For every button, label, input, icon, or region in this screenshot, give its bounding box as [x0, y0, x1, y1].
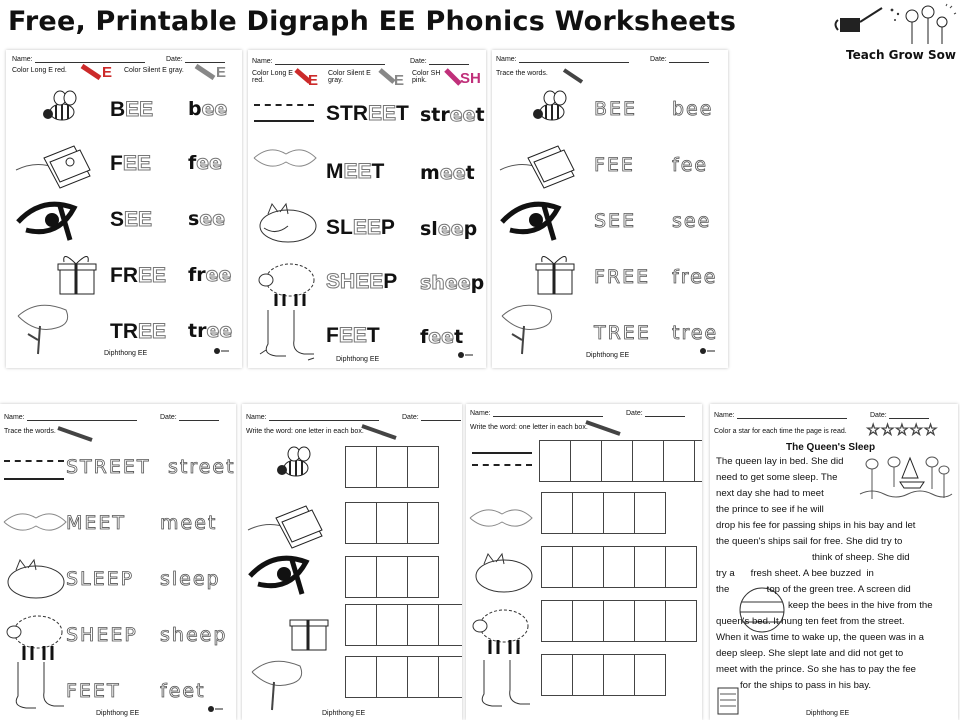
- vowels-ee: EE: [355, 270, 384, 293]
- story-line: keep the bees in the hive from the: [788, 600, 933, 611]
- name-label: Name:: [714, 412, 735, 419]
- letter-box[interactable]: [601, 440, 633, 482]
- letter-box[interactable]: [407, 656, 439, 698]
- story-line: When it was time to wake up, the queen was in a: [716, 632, 924, 643]
- letter-box[interactable]: [407, 446, 439, 488]
- date-line: [645, 416, 685, 417]
- trace-word-uppercase: MEET: [66, 512, 127, 534]
- eye-icon: [498, 200, 562, 244]
- name-label: Name:: [12, 56, 33, 63]
- worksheet-trace-1: [492, 50, 728, 368]
- instruction-red: Color Long E red.: [12, 67, 67, 74]
- letter-box[interactable]: [407, 556, 439, 598]
- final-consonant: p: [470, 272, 485, 294]
- word-lowercase: [420, 218, 477, 240]
- letter-box[interactable]: [438, 656, 462, 698]
- date-line: [421, 420, 461, 421]
- letter-boxes-row[interactable]: [346, 604, 462, 646]
- consonants: M: [326, 160, 344, 183]
- name-line: [519, 62, 629, 63]
- pencil-icon: [562, 66, 586, 86]
- sleeping-cat-icon: [2, 556, 68, 602]
- letter-box[interactable]: [663, 440, 695, 482]
- word-lowercase: [420, 326, 463, 348]
- eye-icon: [14, 200, 78, 244]
- letter-box[interactable]: [634, 600, 666, 642]
- letter-boxes-row[interactable]: [346, 502, 439, 544]
- story-title: The Queen's Sleep: [786, 442, 876, 453]
- letter-boxes-row[interactable]: [346, 656, 462, 698]
- word-uppercase: [326, 324, 380, 348]
- gray-crayon-icon: [194, 62, 218, 82]
- name-line: [27, 420, 137, 421]
- word-uppercase: [326, 270, 397, 294]
- letter-box[interactable]: [345, 604, 377, 646]
- pencil-icon: [360, 422, 400, 442]
- letter-boxes-row[interactable]: [346, 446, 439, 488]
- word-uppercase: [326, 216, 395, 240]
- gift-icon: [534, 252, 578, 296]
- name-label: Name:: [4, 414, 25, 421]
- name-line: [493, 416, 603, 417]
- crayon-pink-letters: SH: [460, 70, 481, 87]
- money-fee-icon: [246, 500, 326, 550]
- vowels-ee: ee: [449, 104, 476, 126]
- story-line: meet with the prince. So she has to pay the fee: [716, 664, 916, 675]
- vowels-ee: EE: [124, 208, 153, 231]
- vowels-ee: EE: [125, 98, 154, 121]
- mini-logo-icon: [456, 350, 476, 362]
- name-label: Name:: [496, 56, 517, 63]
- word-uppercase: [326, 102, 409, 126]
- letter-box[interactable]: [694, 440, 702, 482]
- trace-word-uppercase: TREE: [594, 322, 651, 344]
- letter-boxes-row[interactable]: [540, 440, 702, 482]
- final-consonant: T: [396, 102, 409, 125]
- street-dash-icon: [4, 460, 64, 462]
- instruction-trace: Trace the words.: [4, 428, 56, 435]
- brand-logo: [832, 0, 960, 68]
- trace-word-lowercase: street: [168, 456, 236, 478]
- red-crayon-icon: [80, 62, 104, 82]
- word-lowercase: [420, 104, 485, 126]
- sheep-icon: [256, 258, 322, 308]
- letter-box[interactable]: [541, 654, 573, 696]
- trace-word-uppercase: BEE: [594, 98, 638, 120]
- letter-box[interactable]: [539, 440, 571, 482]
- story-line: for the ships to pass in his bay.: [740, 680, 872, 691]
- letter-boxes-row[interactable]: [542, 600, 697, 642]
- sh-digraph: sh: [420, 272, 445, 294]
- reading-stars[interactable]: ☆☆☆☆☆: [866, 422, 938, 439]
- instruction-stars: Color a star for each time the page is read.: [714, 428, 847, 435]
- sleeping-cat-icon: [254, 200, 320, 246]
- consonants: tr: [188, 320, 207, 342]
- watering-can-icon: [832, 0, 960, 50]
- mini-logo-icon: [206, 704, 226, 716]
- consonants: f: [188, 152, 197, 174]
- consonants: f: [420, 326, 429, 348]
- letter-box[interactable]: [407, 604, 439, 646]
- bee-icon: [38, 88, 82, 128]
- footer-label: Diphthong EE: [322, 710, 366, 717]
- footer-label: Diphthong EE: [104, 350, 148, 357]
- handshake-icon: [468, 500, 534, 534]
- street-dash-icon: [254, 104, 314, 106]
- final-consonant: P: [383, 270, 398, 293]
- name-line: [737, 418, 847, 419]
- letter-box[interactable]: [572, 654, 604, 696]
- gift-icon: [56, 252, 100, 296]
- letter-box[interactable]: [376, 556, 408, 598]
- final-consonant: p: [463, 218, 478, 240]
- vowels-ee: ee: [428, 326, 455, 348]
- story-line: the prince to see if he will: [716, 504, 824, 515]
- word-lowercase: [188, 208, 225, 230]
- street-dash-icon: [472, 464, 532, 466]
- story-line: need to get some sleep. The: [716, 472, 838, 483]
- final-consonant: T: [371, 160, 385, 183]
- final-consonant: t: [475, 104, 485, 126]
- gift-icon: [288, 608, 332, 652]
- word-lowercase: [420, 162, 475, 184]
- date-label: Date:: [166, 56, 183, 63]
- trace-word-uppercase: STREET: [66, 456, 151, 478]
- letter-box[interactable]: [407, 502, 439, 544]
- date-label: Date:: [410, 58, 427, 65]
- tree-icon: [496, 300, 556, 356]
- letter-box[interactable]: [541, 492, 573, 534]
- letter-box[interactable]: [570, 440, 602, 482]
- vowels-ee: EE: [122, 152, 151, 175]
- worksheet-color-ee-1: [6, 50, 242, 368]
- handshake-icon: [252, 140, 318, 174]
- vowels-ee: ee: [444, 272, 471, 294]
- letter-box[interactable]: [603, 600, 635, 642]
- letter-box[interactable]: [665, 600, 697, 642]
- footer-label: Diphthong EE: [806, 710, 850, 717]
- feet-icon: [4, 660, 70, 714]
- name-label: Name:: [470, 410, 491, 417]
- vowels-ee: ee: [437, 218, 464, 240]
- trace-word-uppercase: FEE: [594, 154, 635, 176]
- word-lowercase: [188, 152, 222, 174]
- consonants: str: [420, 104, 450, 126]
- sheep-icon: [4, 610, 70, 664]
- letter-box[interactable]: [345, 446, 377, 488]
- crayon-gray-letter: E: [216, 64, 227, 81]
- trace-word-lowercase: fee: [672, 154, 709, 176]
- trace-word-lowercase: free: [672, 266, 718, 288]
- trace-word-uppercase: SLEEP: [66, 568, 135, 590]
- footer-label: Diphthong EE: [336, 356, 380, 363]
- word-lowercase: [188, 320, 232, 342]
- letter-box[interactable]: [572, 492, 604, 534]
- vowels-ee: ee: [201, 98, 228, 120]
- instruction-trace: Trace the words.: [496, 70, 548, 77]
- date-line: [669, 62, 709, 63]
- letter-box[interactable]: [665, 546, 697, 588]
- feet-icon: [254, 308, 320, 364]
- word-lowercase: [188, 98, 227, 120]
- letter-box[interactable]: [376, 604, 408, 646]
- worksheet-letter-boxes-2: [466, 404, 702, 720]
- date-label: Date:: [870, 412, 887, 419]
- word-uppercase: [110, 152, 151, 176]
- word-uppercase: [110, 98, 153, 122]
- letter-box[interactable]: [541, 546, 573, 588]
- vowels-ee: ee: [205, 264, 232, 286]
- worksheet-trace-2: [0, 404, 236, 720]
- final-consonant: T: [366, 324, 380, 347]
- name-line: [275, 64, 385, 65]
- story-body: [716, 454, 952, 694]
- trace-word-lowercase: tree: [672, 322, 719, 344]
- date-line: [429, 64, 469, 65]
- trace-word-lowercase: sheep: [160, 624, 228, 646]
- story-line: drop his fee for passing ships in his bay and let: [716, 520, 916, 531]
- street-line: [4, 478, 64, 480]
- vowels-ee: ee: [199, 208, 226, 230]
- trace-word-lowercase: feet: [160, 680, 206, 702]
- letter-box[interactable]: [632, 440, 664, 482]
- vowels-ee: ee: [439, 162, 466, 184]
- money-fee-icon: [498, 140, 578, 190]
- word-uppercase: [326, 160, 384, 184]
- date-label: Date:: [626, 410, 643, 417]
- word-lowercase: [420, 272, 484, 294]
- consonants: S: [110, 208, 125, 231]
- trace-word-lowercase: see: [672, 210, 712, 232]
- consonants: SL: [326, 216, 353, 239]
- bee-icon: [272, 444, 316, 484]
- instruction-boxes: Write the word: one letter in each box.: [246, 428, 364, 435]
- bee-icon: [528, 88, 572, 128]
- eye-icon: [246, 554, 310, 598]
- instruction-pink: Color SH pink.: [412, 70, 441, 84]
- story-line: try a fresh sheet. A bee buzzed in: [716, 568, 874, 579]
- name-line: [269, 420, 379, 421]
- street-line: [472, 452, 532, 454]
- letter-box[interactable]: [634, 546, 666, 588]
- consonants: STR: [326, 102, 368, 125]
- letter-boxes-row[interactable]: [542, 546, 697, 588]
- story-line: the top of the green tree. A screen did: [716, 584, 911, 595]
- date-label: Date:: [402, 414, 419, 421]
- date-line: [889, 418, 929, 419]
- worksheet-story: [710, 404, 958, 720]
- trace-word-uppercase: FREE: [594, 266, 651, 288]
- letter-box[interactable]: [376, 502, 408, 544]
- word-lowercase: [188, 264, 231, 286]
- final-consonant: P: [380, 216, 395, 239]
- pencil-icon: [56, 424, 96, 444]
- letter-boxes-row[interactable]: [542, 654, 666, 696]
- consonants: TR: [110, 320, 138, 343]
- sheep-icon: [470, 604, 536, 658]
- sleeping-cat-icon: [470, 550, 536, 596]
- letter-box[interactable]: [345, 502, 377, 544]
- instruction-red: Color Long E red.: [252, 70, 293, 84]
- consonants: sl: [420, 218, 438, 240]
- word-uppercase: [110, 264, 166, 288]
- feet-icon: [470, 658, 536, 712]
- letter-box[interactable]: [438, 604, 462, 646]
- letter-box[interactable]: [634, 492, 666, 534]
- consonants: m: [420, 162, 440, 184]
- trace-word-uppercase: SEE: [594, 210, 637, 232]
- mini-logo-icon: [698, 346, 718, 358]
- worksheet-letter-boxes-1: [242, 404, 462, 720]
- vowels-ee: ee: [196, 152, 223, 174]
- tree-icon: [246, 656, 306, 712]
- letter-box[interactable]: [376, 656, 408, 698]
- crayon-gray-letter: E: [394, 72, 405, 89]
- brand-name: Teach Grow Sow: [846, 48, 956, 62]
- story-line: think of sheep. She did: [812, 552, 910, 563]
- story-line: queen's bed. It hung ten feet from the street.: [716, 616, 905, 627]
- tree-icon: [12, 300, 72, 356]
- page-title: Free, Printable Digraph EE Phonics Worksheets: [8, 6, 737, 37]
- sh-digraph: SH: [326, 270, 356, 293]
- vowels-ee: EE: [138, 320, 167, 343]
- instruction-gray: Color Silent E gray.: [328, 70, 371, 84]
- trace-word-uppercase: FEET: [66, 680, 121, 702]
- letter-box[interactable]: [376, 446, 408, 488]
- letter-box[interactable]: [572, 546, 604, 588]
- crayon-red-letter: E: [308, 72, 319, 89]
- letter-box[interactable]: [345, 556, 377, 598]
- footer-label: Diphthong EE: [586, 352, 630, 359]
- consonants: F: [326, 324, 339, 347]
- vowels-ee: ee: [206, 320, 233, 342]
- name-label: Name:: [252, 58, 273, 65]
- letter-box[interactable]: [345, 656, 377, 698]
- date-line: [179, 420, 219, 421]
- vowels-ee: EE: [368, 102, 397, 125]
- consonants: F: [110, 152, 123, 175]
- vowels-ee: EE: [352, 216, 381, 239]
- mini-logo-icon: [212, 346, 232, 358]
- letter-box[interactable]: [572, 600, 604, 642]
- date-label: Date:: [650, 56, 667, 63]
- consonants: b: [188, 98, 202, 120]
- consonants: s: [188, 208, 200, 230]
- name-label: Name:: [246, 414, 267, 421]
- final-consonant: t: [454, 326, 464, 348]
- letter-box[interactable]: [603, 492, 635, 534]
- trace-word-lowercase: bee: [672, 98, 714, 120]
- story-line: the queen's ships sail for free. She did try to: [716, 536, 903, 547]
- trace-word-lowercase: meet: [160, 512, 218, 534]
- crayon-red-letter: E: [102, 64, 113, 81]
- money-fee-icon: [14, 140, 94, 190]
- footer-label: Diphthong EE: [96, 710, 140, 717]
- story-line: next day she had to meet: [716, 488, 824, 499]
- story-line: deep sleep. She slept late and did not get to: [716, 648, 904, 659]
- consonants: B: [110, 98, 126, 121]
- consonants: FR: [110, 264, 138, 287]
- trace-word-uppercase: SHEEP: [66, 624, 138, 646]
- worksheet-color-ee-2: [248, 50, 486, 368]
- consonants: fr: [188, 264, 206, 286]
- word-uppercase: [110, 320, 166, 344]
- street-line: [254, 120, 314, 122]
- letter-box[interactable]: [634, 654, 666, 696]
- handshake-icon: [2, 504, 68, 538]
- date-label: Date:: [160, 414, 177, 421]
- letter-box[interactable]: [541, 600, 573, 642]
- vowels-ee: EE: [338, 324, 367, 347]
- instruction-boxes: Write the word: one letter in each box.: [470, 424, 588, 431]
- letter-box[interactable]: [603, 654, 635, 696]
- letter-boxes-row[interactable]: [542, 492, 666, 534]
- pencil-icon: [584, 418, 624, 438]
- word-uppercase: [110, 208, 152, 232]
- instruction-gray: Color Silent E gray.: [124, 67, 184, 74]
- letter-box[interactable]: [603, 546, 635, 588]
- trace-word-lowercase: sleep: [160, 568, 221, 590]
- letter-boxes-row[interactable]: [346, 556, 439, 598]
- vowels-ee: EE: [343, 160, 372, 183]
- story-line: The queen lay in bed. She did: [716, 456, 844, 467]
- final-consonant: t: [465, 162, 475, 184]
- vowels-ee: EE: [138, 264, 167, 287]
